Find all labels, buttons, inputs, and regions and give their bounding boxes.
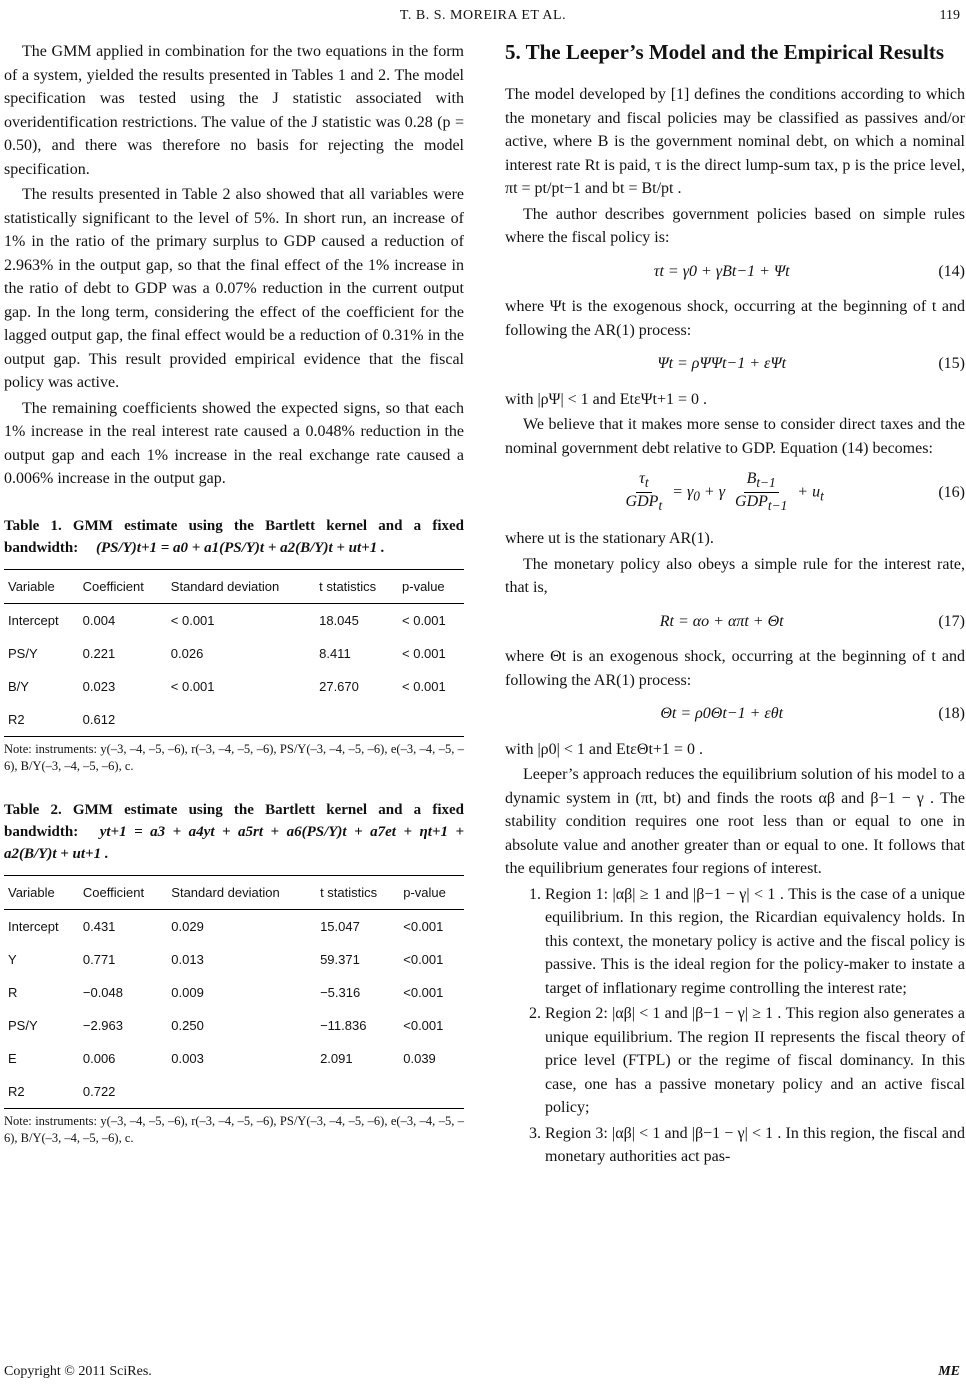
- table-row: E 0.006 0.003 2.091 0.039: [8, 1050, 436, 1066]
- table-header: Coefficient: [82, 578, 144, 594]
- equation-number: (15): [938, 355, 965, 372]
- table-row: Intercept 0.431 0.029 15.047 <0.001: [8, 918, 444, 934]
- paragraph: with |ρ0| < 1 and EtεΘt+1 = 0 .: [505, 740, 703, 758]
- equation-16: $\frac{\tau_t}{GDP_t}$ = $\gamma_0 + \gamma$ $\frac{B_{t-1}}{GDP_{t-1}}$ + $u_t$ (16): [625, 470, 965, 514]
- list-item: 1. Region 1: |αβ| ≥ 1 and |β−1 − γ| < 1 . This is the case of a unique equilibrium. In this region, the Ricardian equivalency holds. In this context, the monetary policy is active and the fiscal policy is passive. This is the ideal region for the policy-maker to instate a target of inflationary regime controlling the interest rate;: [545, 883, 965, 1001]
- section-title: 5. The Leeper’s Model and the Empirical Results: [505, 40, 945, 64]
- table1: [4, 569, 464, 737]
- table1-equation: (PS/Y)t+1 = a0 + a1(PS/Y)t + a2(B/Y)t + ut+1 .: [95, 539, 385, 556]
- table-row: R −0.048 0.009 −5.316 <0.001: [8, 984, 444, 1000]
- right-column: [505, 40, 965, 1171]
- paragraph: The remaining coefficients showed the expected signs, so that each 1% increase in the real interest rate caused a 0.048% reduction in the output gap and each 1% increase in the real exchange rate caused a 0.006% increase in the output gap.: [4, 399, 464, 487]
- table-row: Intercept 0.004 < 0.001 18.045 < 0.001: [8, 612, 446, 628]
- paragraph: The monetary policy also obeys a simple rule for the interest rate, that is,: [505, 555, 965, 597]
- equation-number: (16): [938, 483, 965, 501]
- equation-14: τt = γ0 + γBt−1 + Ψt (14): [505, 260, 965, 284]
- paragraph: Leeper’s approach reduces the equilibrium solution of his model to a dynamic system in (πt, bt) and finds the roots αβ and β−1 − γ . The stability condition requires one root less than or equal to one in absolute value and another greater than or equal to one. It follows that the equilibrium generates four regions of interest.: [505, 766, 965, 878]
- paragraph: The author describes government policies based on simple rules where the fiscal policy is:: [505, 205, 965, 246]
- table-header: p-value: [402, 578, 445, 594]
- equation-18: Θt = ρ0Θt−1 + εθt (18): [505, 702, 965, 726]
- table-header: p-value: [403, 884, 446, 900]
- list-item: 3. Region 3: |αβ| < 1 and |β−1 − γ| < 1 . In this region, the fiscal and monetary authorities act pas-: [545, 1122, 965, 1169]
- regions-list: [505, 883, 965, 1169]
- equation-number: (14): [938, 262, 965, 280]
- table-row: B/Y 0.023 < 0.001 27.670 < 0.001: [8, 678, 446, 694]
- table1-note: Note: instruments: y(–3, –4, –5, –6), r(–3, –4, –5, –6), PS/Y(–3, –4, –5, –6), e(–3, –4, –5, –6), B/Y(–3, –4, –5, –6), c.: [4, 741, 464, 773]
- journal-abbrev: ME: [938, 1364, 960, 1379]
- equation-number: (18): [938, 705, 965, 723]
- running-title: T. B. S. MOREIRA ET AL.: [399, 8, 567, 23]
- equation-number: (17): [938, 612, 965, 630]
- copyright: Copyright © 2011 SciRes.: [4, 1364, 152, 1379]
- table-header: t statistics: [320, 884, 378, 900]
- table-row: PS/Y −2.963 0.250 −11.836 <0.001: [8, 1017, 444, 1033]
- table-row: Y 0.771 0.013 59.371 <0.001: [8, 951, 444, 967]
- table2-caption: Table 2. GMM estimate using the Bartlett kernel and a fixed bandwidth: yt+1 = a3 + a4yt + a5rt + a6(PS/Y)t + a7et + ηt+1 + a2(B/Y)t + ut+1 .: [4, 801, 464, 862]
- table-header: Standard deviation: [171, 884, 280, 900]
- paragraph: where Θt is an exogenous shock, occurring at the beginning of t and following the AR(1) process:: [505, 648, 965, 689]
- table2-note: Note: instruments: y(–3, –4, –5, –6), r(–3, –4, –5, –6), PS/Y(–3, –4, –5, –6), e(–3, –4, –5, –6), B/Y(–3, –4, –5, –6), c.: [4, 1113, 464, 1145]
- paragraph: The GMM applied in combination for the two equations in the form of a system, yielded the results presented in Tables 1 and 2. The model specification was tested using the J statistic associated with overidentification restrictions. The value of the J statistic was 0.28 (p = 0.50), and there was therefore no basis for rejecting the model specification.: [4, 43, 464, 178]
- equation-17: Rt = αo + απt + Θt (17): [505, 610, 965, 634]
- table-row: R2 0.722: [4, 1075, 464, 1109]
- table-header: t statistics: [319, 578, 377, 594]
- paragraph: with |ρΨ| < 1 and EtεΨt+1 = 0 .: [505, 390, 707, 408]
- list-item: 2. Region 2: |αβ| < 1 and |β−1 − γ| ≥ 1 . This region also generates a unique equilibrium. The region II represents the fiscal theory of price level (FTPL) or the regime of fiscal dominancy. In this case, one has a passive monetary policy and an active fiscal policy;: [545, 1002, 965, 1120]
- left-column: [4, 40, 464, 1147]
- table-row: R2 0.612: [4, 703, 464, 737]
- table1-caption: Table 1. GMM estimate using the Bartlett kernel and a fixed bandwidth: (PS/Y)t+1 = a0 + a1(PS/Y)t + a2(B/Y)t + ut+1 .: [4, 517, 464, 556]
- table2: [4, 875, 464, 1109]
- page-number: 119: [939, 8, 960, 23]
- paragraph: The results presented in Table 2 also showed that all variables were statistically significant to the level of 5%. In short run, an increase of 1% in the ratio of the primary surplus to GDP caused a reduction of 2.963% in the output gap, so that the final effect of the 1% increase in the ratio of debt to GDP was a 0.07% reduction in the current output gap. In the long term, considering the effect of the coefficient for the lagged output gap, the final effect would be a reduction of 0.31% in the output gap. This result provided empirical evidence that the fiscal policy was active.: [4, 186, 464, 391]
- equation-15: Ψt = ρΨΨt−1 + εΨt (15): [505, 352, 965, 376]
- paragraph: where Ψt is the exogenous shock, occurring at the beginning of t and following the AR(1) process:: [505, 298, 965, 339]
- paragraph: We believe that it makes more sense to consider direct taxes and the nominal government debt relative to GDP. Equation (14) becomes:: [505, 416, 965, 457]
- paragraph: The model developed by [1] defines the conditions according to which the monetary and fiscal policies may be classified as passives and/or active, where B is the government nominal debt, on which a nominal interest rate Rt is paid, τ is the direct lump-sum tax, p is the price level, πt = pt/pt−1 and bt = Bt/pt .: [505, 86, 965, 197]
- paragraph: where ut is the stationary AR(1).: [505, 530, 714, 548]
- table-row: PS/Y 0.221 0.026 8.411 < 0.001: [8, 645, 446, 661]
- table-header: Standard deviation: [170, 578, 280, 594]
- table-header: Variable: [8, 884, 55, 900]
- table-header: Coefficient: [82, 884, 145, 900]
- table-header: Variable: [8, 578, 55, 594]
- table2-equation: yt+1 = a3 + a4yt + a5rt + a6(PS/Y)t + a7et + ηt+1 + a2(B/Y)t + ut+1 .: [4, 823, 464, 862]
